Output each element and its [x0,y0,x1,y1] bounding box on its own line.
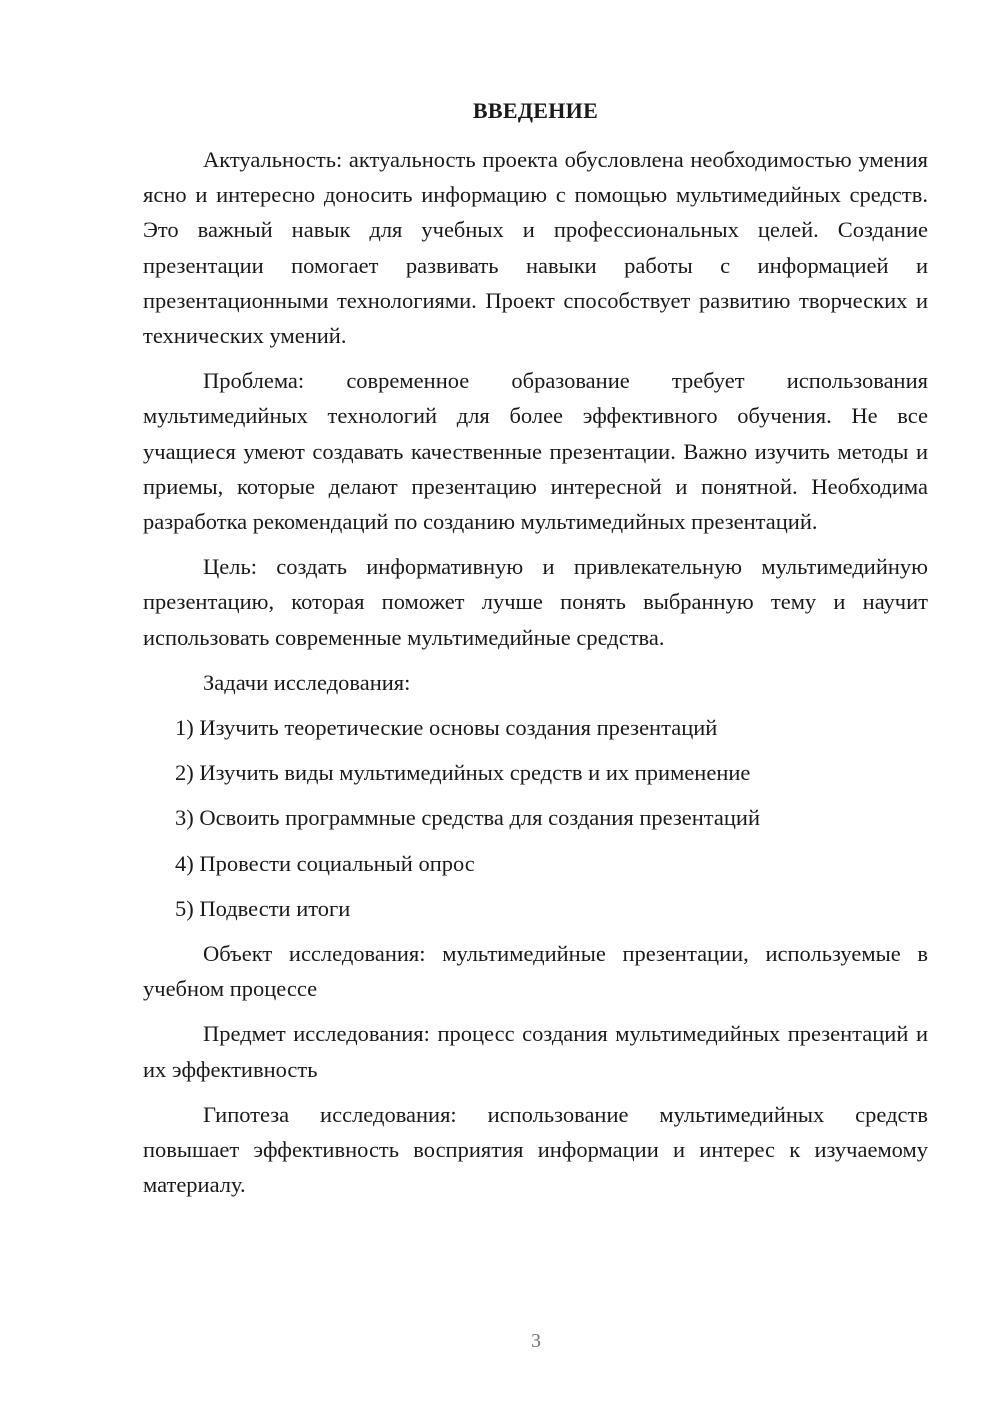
tasks-heading: Задачи исследования: [203,669,411,695]
document-page [143,94,928,1212]
tasks-list [143,710,928,926]
task-item-4: 4) Провести социальный опрос [175,850,475,876]
paragraph-goal: Цель: создать информативную и привлекательную мультимедийную презентацию, которая поможет лучше понять выбранную тему и научит использовать современные мультимедийные средства. [143,554,928,650]
task-item-2: 2) Изучить виды мультимедийных средств и их применение [175,760,751,786]
page-number: 3 [531,1330,541,1352]
paragraph-relevance: Актуальность: актуальность проекта обусловлена необходимостью умения ясно и интересно доносить информацию с помощью мультимедийных средств. Это важный навык для учебных и профессиональных целей. Создание презентации помогает развивать навыки работы с информацией и презентационными технологиями. Проект способствует развитию творческих и технических умений. [143,147,928,349]
paragraph-hypothesis: Гипотеза исследования: использование мультимедийных средств повышает эффективность восприятия информации и интерес к изучаемому материалу. [143,1101,928,1198]
task-item-1: 1) Изучить теоретические основы создания презентаций [175,715,718,741]
section-heading: ВВЕДЕНИЕ [472,98,599,123]
task-item-3: 3) Освоить программные средства для создания презентаций [175,805,761,831]
paragraph-subject: Предмет исследования: процесс создания мультимедийных презентаций и их эффективность [143,1021,928,1082]
paragraph-object: Объект исследования: мультимедийные презентации, используемые в учебном процессе [143,941,928,1002]
paragraph-problem: Проблема: современное образование требует использования мультимедийных технологий для более эффективного обучения. Не все учащиеся умеют создавать качественные презентации. Важно изучить методы и приемы, которые делают презентацию интересной и понятной. Необходима разработка рекомендаций по созданию мультимедийных презентаций. [143,368,928,535]
task-item-5: 5) Подвести итоги [175,895,351,921]
